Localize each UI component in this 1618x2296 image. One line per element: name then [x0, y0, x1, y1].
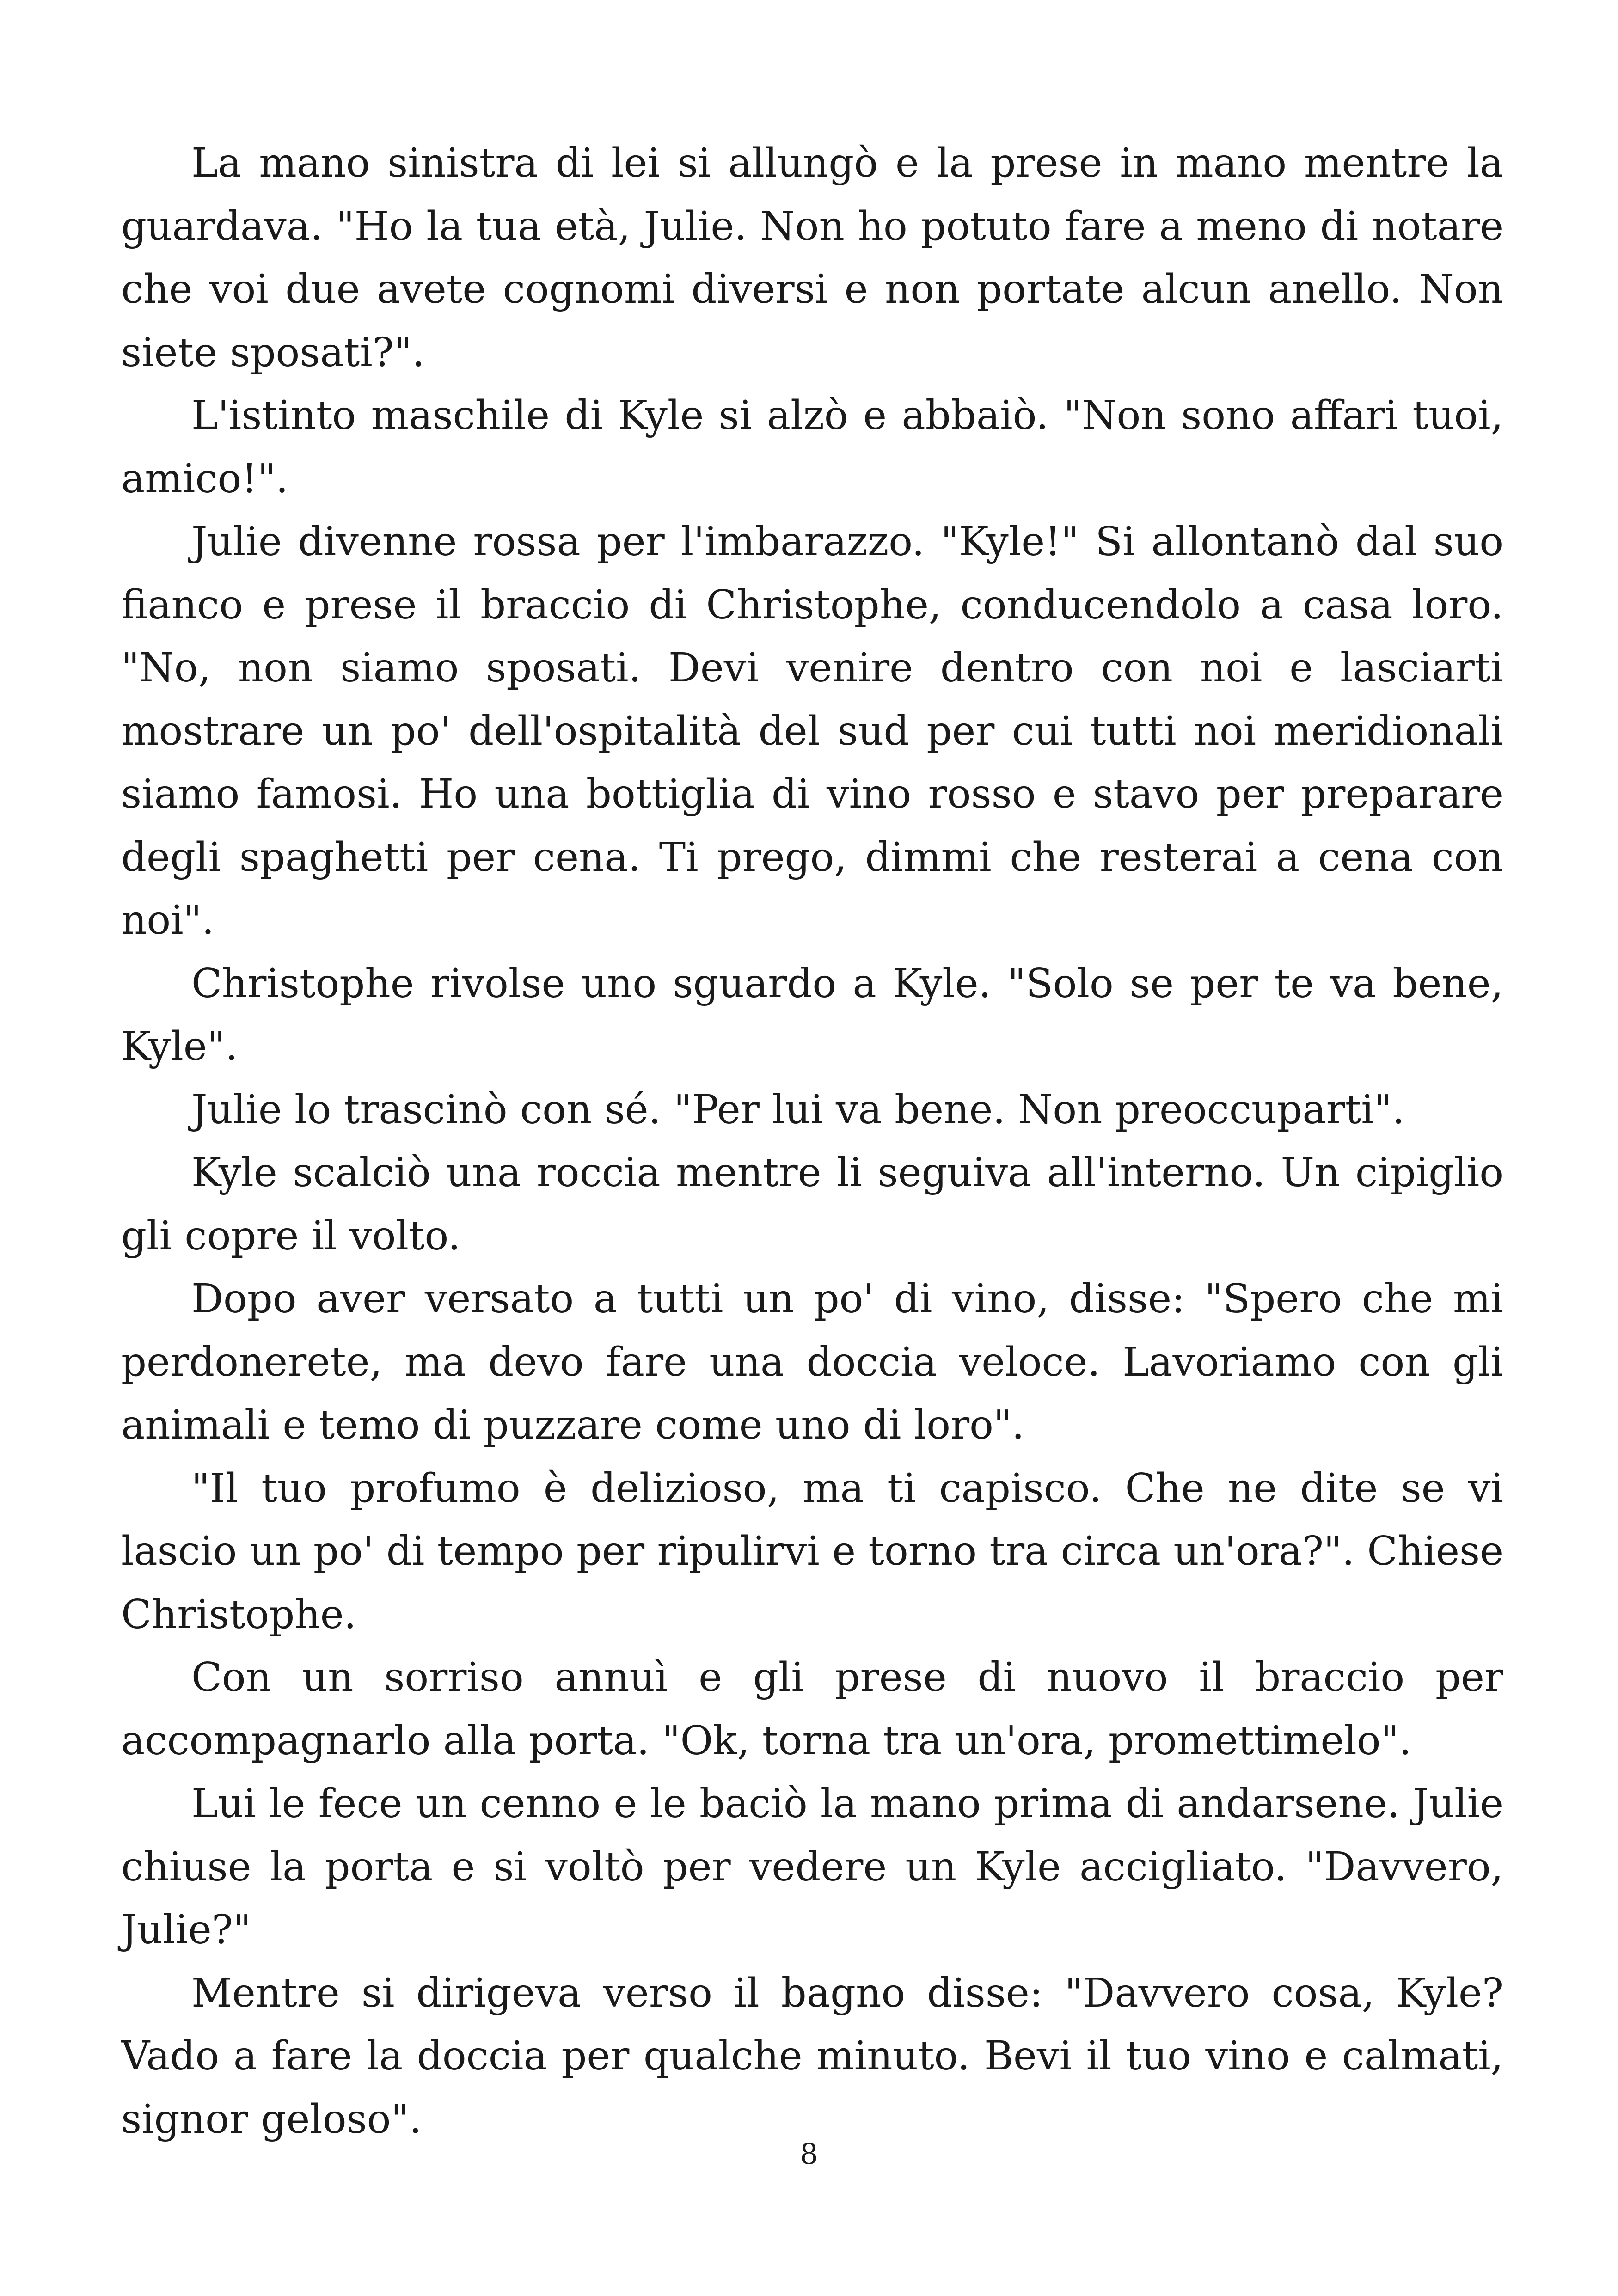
paragraph: Julie lo trascinò con sé. "Per lui va bene. Non preoccuparti". — [191, 1086, 1405, 1133]
paragraph: Con un sorriso annuì e gli prese di nuovo il braccio per accompagnarlo alla porta. "Ok, torna tra un'ora, promettimelo". — [121, 1654, 1503, 1764]
paragraph: La mano sinistra di lei si allungò e la prese in mano mentre la guardava. "Ho la tua età, Julie. Non ho potuto fare a meno di notare che voi due avete cognomi diversi e non portate alcun anello. Non siete sposati?". — [121, 140, 1503, 376]
paragraph: Christophe rivolse uno sguardo a Kyle. "Solo se per te va bene, Kyle". — [121, 960, 1503, 1070]
paragraph: Julie divenne rossa per l'imbarazzo. "Kyle!" Si allontanò dal suo fianco e prese il braccio di Christophe, conducendolo a casa loro. "No, non siamo sposati. Devi venire dentro con noi e lasciarti mostrare un po' dell'ospitalità del sud per cui tutti noi meridionali siamo famosi. Ho una bottiglia di vino rosso e stavo per preparare degli spaghetti per cena. Ti prego, dimmi che resterai a cena con noi". — [121, 519, 1503, 943]
body-text — [121, 132, 1503, 2151]
paragraph: Kyle scalciò una roccia mentre li seguiva all'interno. Un cipiglio gli copre il volto. — [121, 1150, 1503, 1259]
paragraph: Lui le fece un cenno e le baciò la mano prima di andarsene. Julie chiuse la porta e si voltò per vedere un Kyle accigliato. "Davvero, Julie?" — [121, 1781, 1503, 1953]
paragraph: L'istinto maschile di Kyle si alzò e abbaiò. "Non sono affari tuoi, amico!". — [121, 392, 1503, 502]
paragraph: "Il tuo profumo è delizioso, ma ti capisco. Che ne dite se vi lascio un po' di tempo per ripulirvi e torno tra circa un'ora?". Chiese Christophe. — [121, 1465, 1503, 1638]
paragraph: Mentre si dirigeva verso il bagno disse: "Davvero cosa, Kyle? Vado a fare la doccia per qualche minuto. Bevi il tuo vino e calmati, signor geloso". — [121, 1970, 1503, 2143]
page-number: 8 — [800, 2137, 818, 2171]
paragraph: Dopo aver versato a tutti un po' di vino, disse: "Spero che mi perdonerete, ma devo fare una doccia veloce. Lavoriamo con gli animali e temo di puzzare come uno di loro". — [121, 1276, 1503, 1448]
